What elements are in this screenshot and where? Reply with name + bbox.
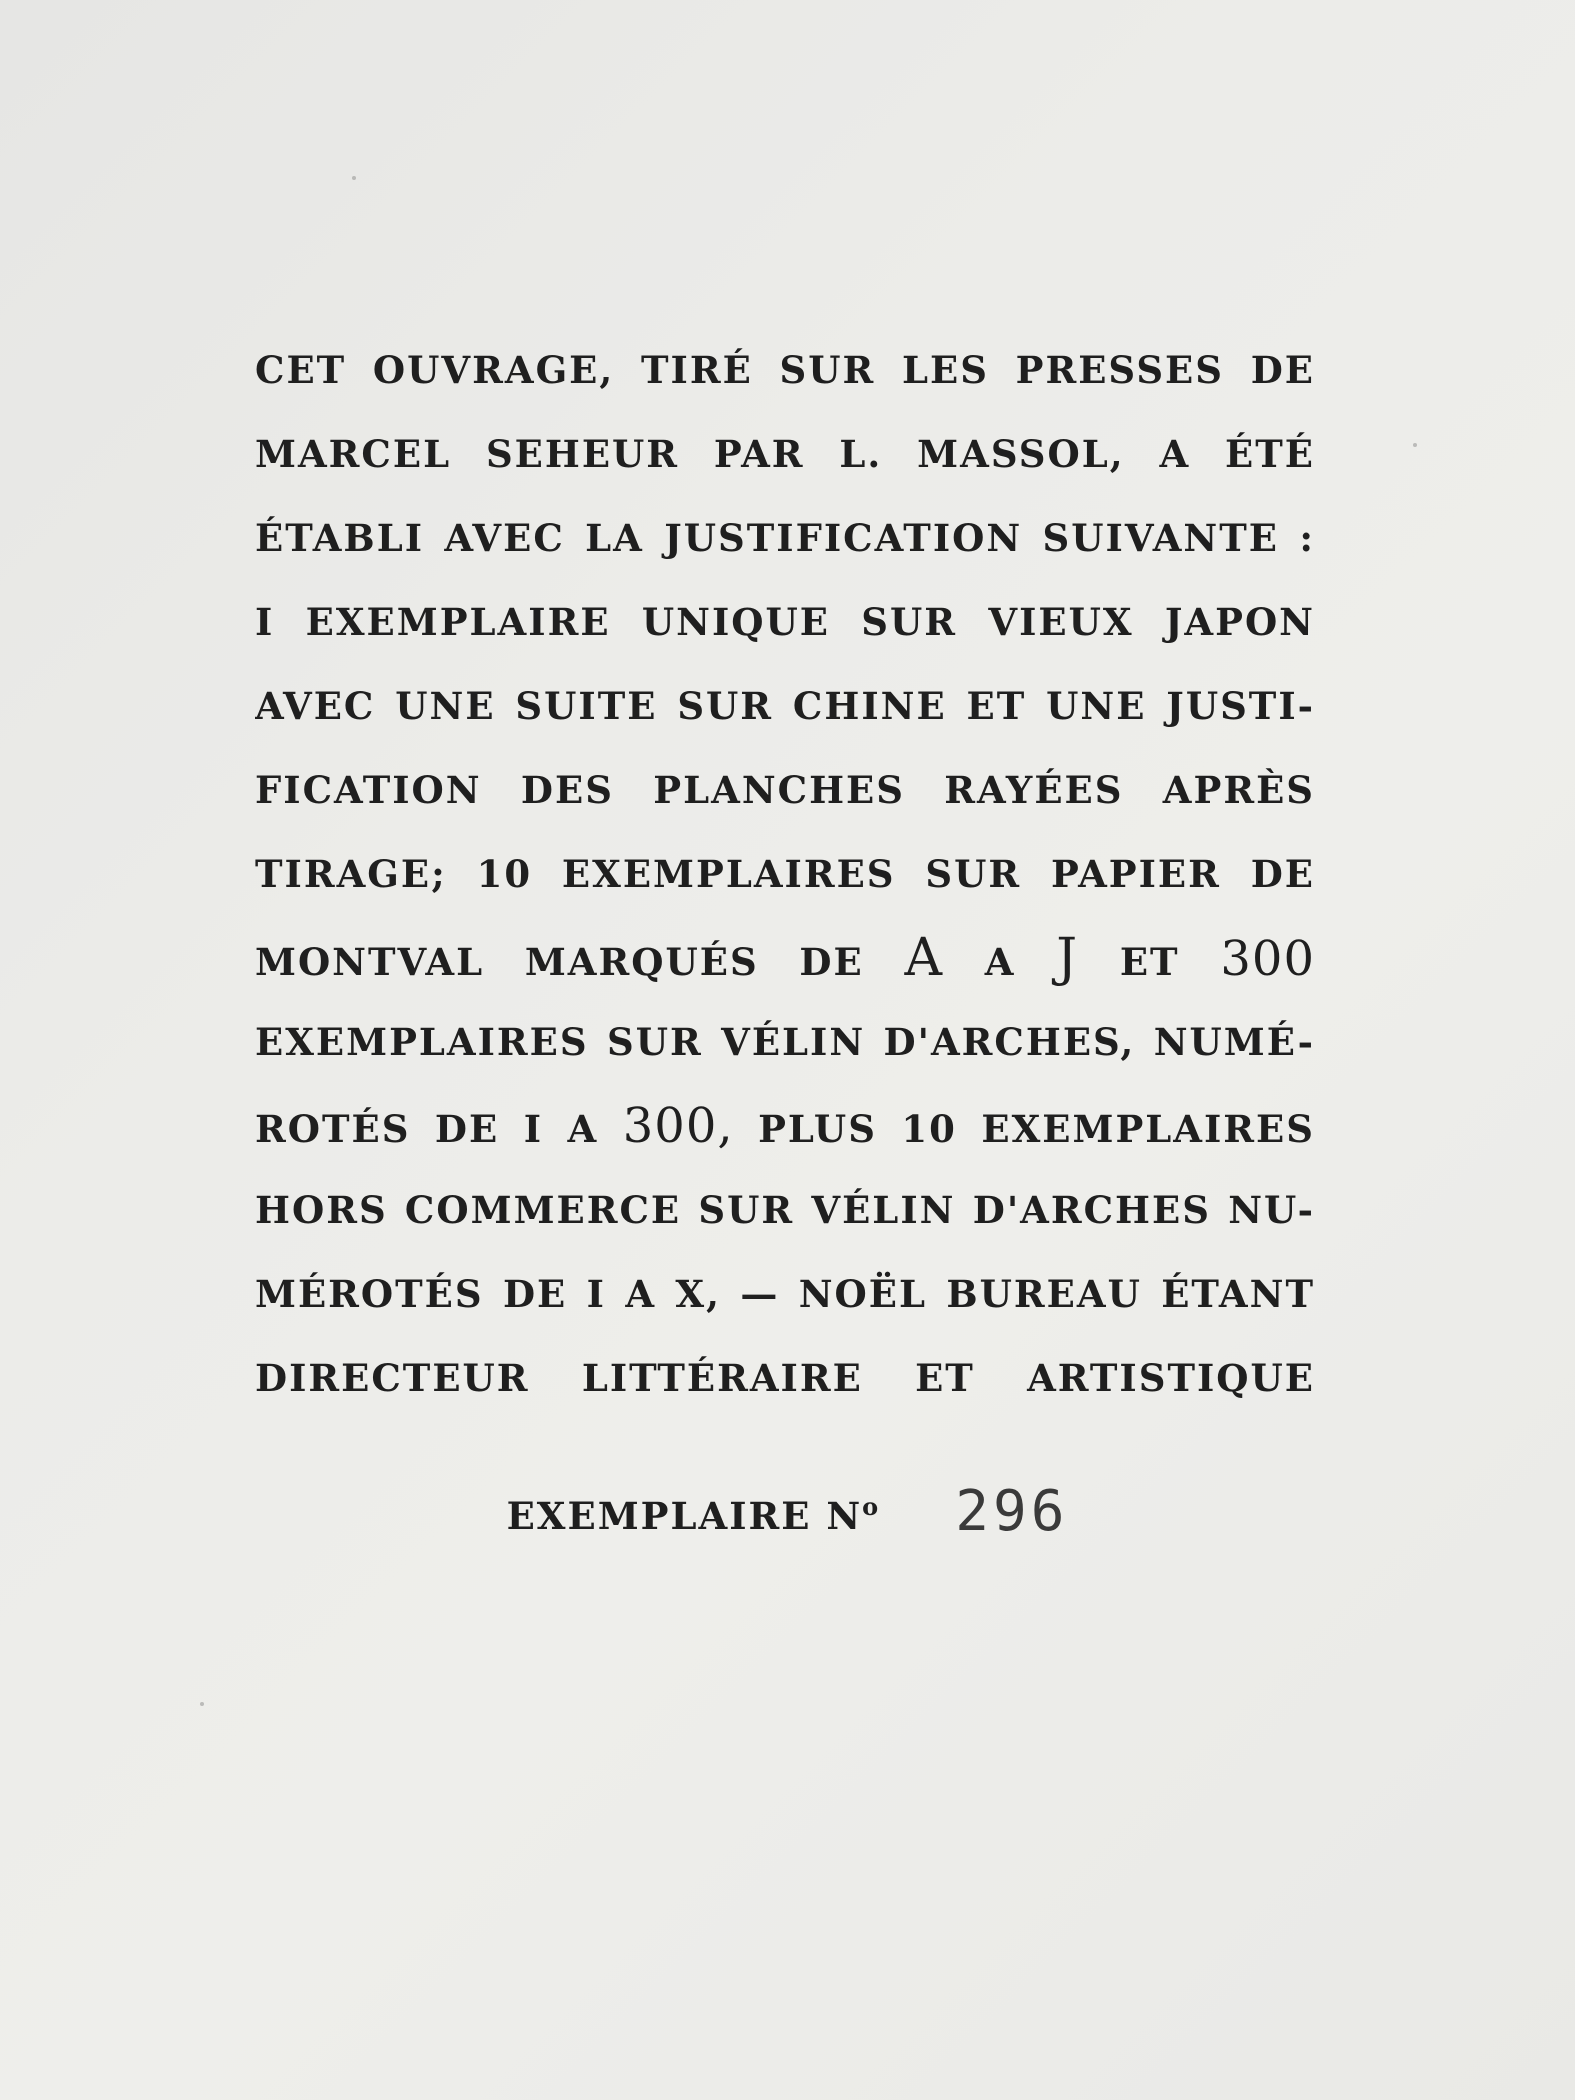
paper-speck bbox=[200, 1702, 204, 1706]
colophon-line: FICATION DES PLANCHES RAYÉES APRÈS bbox=[255, 768, 1315, 812]
edition-count: 300 bbox=[1220, 931, 1315, 987]
colophon-line: I EXEMPLAIRE UNIQUE SUR VIEUX JAPON bbox=[255, 600, 1315, 644]
marking-conjunction: A bbox=[984, 940, 1016, 984]
colophon-line: ÉTABLI AVEC LA JUSTIFICATION SUIVANTE : bbox=[255, 516, 1315, 560]
colophon-line: MÉROTÉS DE I A X, — NOËL BUREAU ÉTANT bbox=[255, 1272, 1315, 1316]
paper-speck bbox=[352, 176, 356, 180]
colophon-text bbox=[255, 328, 1315, 1420]
paper-speck bbox=[1413, 443, 1417, 447]
marking-conjunction-et: ET bbox=[1119, 940, 1180, 984]
colophon-line: HORS COMMERCE SUR VÉLIN D'ARCHES NU- bbox=[255, 1188, 1315, 1232]
marking-letter-j: J bbox=[1056, 928, 1080, 988]
colophon-line-markings bbox=[255, 916, 1315, 1000]
colophon-line-numbering bbox=[255, 1084, 1315, 1168]
numbering-prefix: ROTÉS DE I A bbox=[255, 1107, 599, 1151]
colophon-line: TIRAGE; 10 EXEMPLAIRES SUR PAPIER DE bbox=[255, 852, 1315, 896]
copy-number-line bbox=[0, 1462, 1575, 1552]
colophon-line: AVEC UNE SUITE SUR CHINE ET UNE JUSTI- bbox=[255, 684, 1315, 728]
numbering-suffix: PLUS 10 EXEMPLAIRES bbox=[758, 1107, 1315, 1151]
copy-label-text: EXEMPLAIRE N bbox=[506, 1494, 863, 1538]
copy-label bbox=[507, 1494, 881, 1538]
colophon-line: EXEMPLAIRES SUR VÉLIN D'ARCHES, NUMÉ- bbox=[255, 1020, 1315, 1064]
copy-label-superscript: o bbox=[862, 1492, 881, 1521]
colophon-line: MARCEL SEHEUR PAR L. MASSOL, A ÉTÉ bbox=[255, 432, 1315, 476]
colophon-line: CET OUVRAGE, TIRÉ SUR LES PRESSES DE bbox=[255, 348, 1315, 392]
copy-number-stamp: 296 bbox=[955, 1478, 1069, 1544]
marking-letter-a: A bbox=[904, 928, 945, 988]
markings-prefix: MONTVAL MARQUÉS DE bbox=[255, 940, 864, 984]
colophon-line: DIRECTEUR LITTÉRAIRE ET ARTISTIQUE bbox=[255, 1356, 1315, 1400]
numbering-count: 300, bbox=[622, 1098, 734, 1154]
